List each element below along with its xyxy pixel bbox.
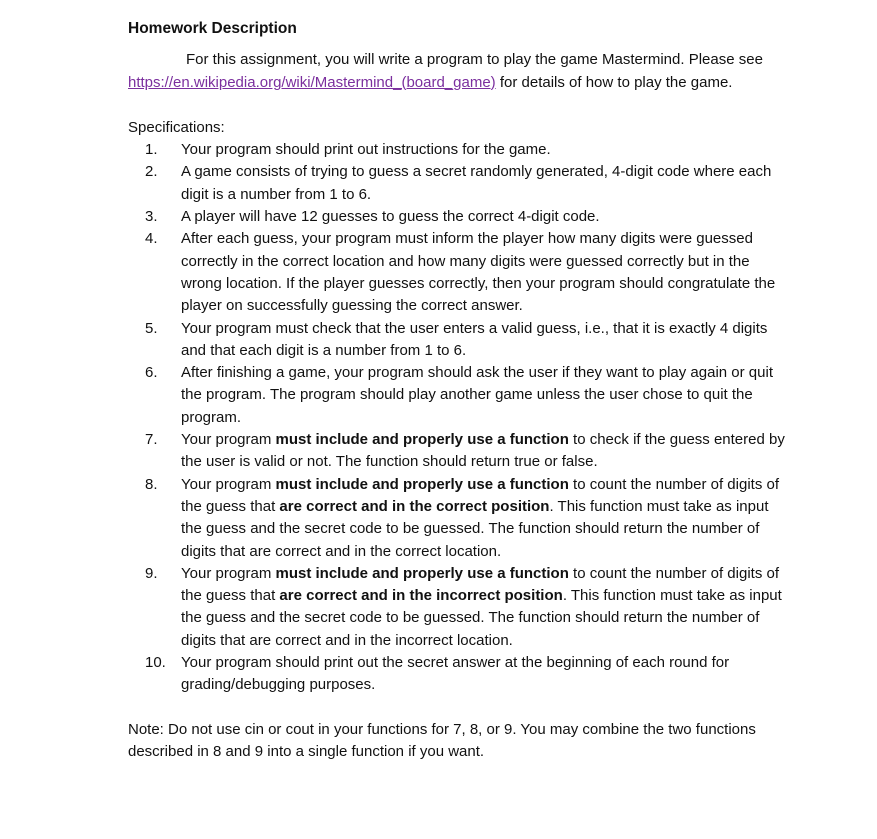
spec-text-segment: After finishing a game, your program should ask the user if they want to play again or quit the program. The program should play another game unless the user chose to quit the program. xyxy=(181,364,773,426)
spec-text xyxy=(181,161,788,206)
spec-text xyxy=(181,474,788,563)
spec-number-label: 3. xyxy=(145,208,158,226)
spec-text-segment: . This function must take as input the guess and the secret code to be guessed. The function should return the number of digits that are correct and in the incorrect location. xyxy=(181,587,782,649)
spec-number xyxy=(128,206,181,228)
spec-number-label: 5. xyxy=(145,319,158,337)
spec-number-label: 2. xyxy=(145,163,158,181)
spec-number-label: 9. xyxy=(145,564,158,582)
spec-item-10 xyxy=(128,652,788,697)
spec-item-8 xyxy=(128,474,788,563)
spec-item-4 xyxy=(128,228,788,317)
spec-number xyxy=(128,362,181,429)
spec-number xyxy=(128,139,181,161)
spec-item-2 xyxy=(128,161,788,206)
spec-text-segment: After each guess, your program must inform the player how many digits were guessed correctly in the correct location and how many digits were guessed correctly but in the wrong location. If the player guesses correctly, then your program should congratulate the player on successfully guessing the correct answer. xyxy=(181,230,776,315)
spec-number-label: 8. xyxy=(145,475,158,493)
spec-number xyxy=(128,318,181,363)
spec-text xyxy=(181,429,788,474)
document xyxy=(128,18,788,763)
spec-text xyxy=(181,318,788,363)
spec-text xyxy=(181,228,788,317)
spec-number xyxy=(128,429,181,474)
spec-text-bold: must include and properly use a function xyxy=(275,431,569,449)
spec-number-label: 1. xyxy=(145,141,158,159)
spec-text xyxy=(181,563,788,652)
spec-text-segment: to check if the guess entered by the user is valid or not. The function should return true or false. xyxy=(181,431,785,471)
spec-text-segment: Your program xyxy=(181,564,276,582)
specifications-label: Specifications: xyxy=(128,118,225,136)
spec-number xyxy=(128,652,181,697)
spec-number-label: 6. xyxy=(145,364,158,382)
spec-text-segment: Your program must check that the user enters a valid guess, i.e., that it is exactly 4 digits and that each digit is a number from 1 to 6. xyxy=(181,319,768,359)
spec-text-bold: are correct and in the correct position xyxy=(279,497,550,515)
spec-text-segment: Your program xyxy=(181,475,276,493)
spec-text-bold: must include and properly use a function xyxy=(275,475,569,493)
spec-item-6 xyxy=(128,362,788,429)
spec-text-bold: must include and properly use a function xyxy=(275,564,569,582)
spec-item-5 xyxy=(128,318,788,363)
spec-text xyxy=(181,139,788,161)
spec-number-label: 7. xyxy=(145,431,158,449)
document-title: Homework Description xyxy=(128,20,297,37)
spec-text-segment: . This function must take as input the guess and the secret code to be guessed. The function should return the number of digits that are correct and in the correct location. xyxy=(181,497,769,560)
spec-text-segment: Your program xyxy=(181,431,276,449)
spec-number xyxy=(128,563,181,652)
spec-number xyxy=(128,161,181,206)
spec-text-bold: are correct and in the incorrect position xyxy=(279,587,563,605)
intro-paragraph xyxy=(128,49,788,94)
spec-text-segment: to count the number of digits of the guess that xyxy=(181,475,779,515)
spec-text-segment: to count the number of digits of the guess that xyxy=(181,564,779,605)
spec-text-segment: A player will have 12 guesses to guess the correct 4-digit code. xyxy=(181,208,600,226)
spec-text-segment: A game consists of trying to guess a secret randomly generated, 4-digit code where each digit is a number from 1 to 6. xyxy=(181,163,772,203)
spec-text xyxy=(181,362,788,429)
spec-number xyxy=(128,228,181,317)
spec-item-9 xyxy=(128,563,788,652)
specifications-list xyxy=(128,139,788,696)
spec-item-7 xyxy=(128,429,788,474)
spec-number xyxy=(128,474,181,563)
spec-number-label: 4. xyxy=(145,230,158,248)
spec-item-3 xyxy=(128,206,788,228)
intro-text-start: For this assignment, you will write a program to play the game Mastermind. Please see xyxy=(186,51,763,69)
intro-text-end: for details of how to play the game. xyxy=(495,73,733,91)
spec-item-1 xyxy=(128,139,788,161)
spec-text-segment: Your program should print out instructions for the game. xyxy=(181,141,551,159)
spec-text xyxy=(181,652,788,697)
wikipedia-link[interactable]: https://en.wikipedia.org/wiki/Mastermind_(board_game) xyxy=(128,73,496,91)
spec-text-segment: Your program should print out the secret answer at the beginning of each round for grading/debugging purposes. xyxy=(181,654,730,694)
note-paragraph: Note: Do not use cin or cout in your functions for 7, 8, or 9. You may combine the two functions described in 8 and 9 into a single function if you want. xyxy=(128,720,756,760)
spec-text xyxy=(181,206,788,228)
spec-number-label: 10. xyxy=(145,654,166,672)
